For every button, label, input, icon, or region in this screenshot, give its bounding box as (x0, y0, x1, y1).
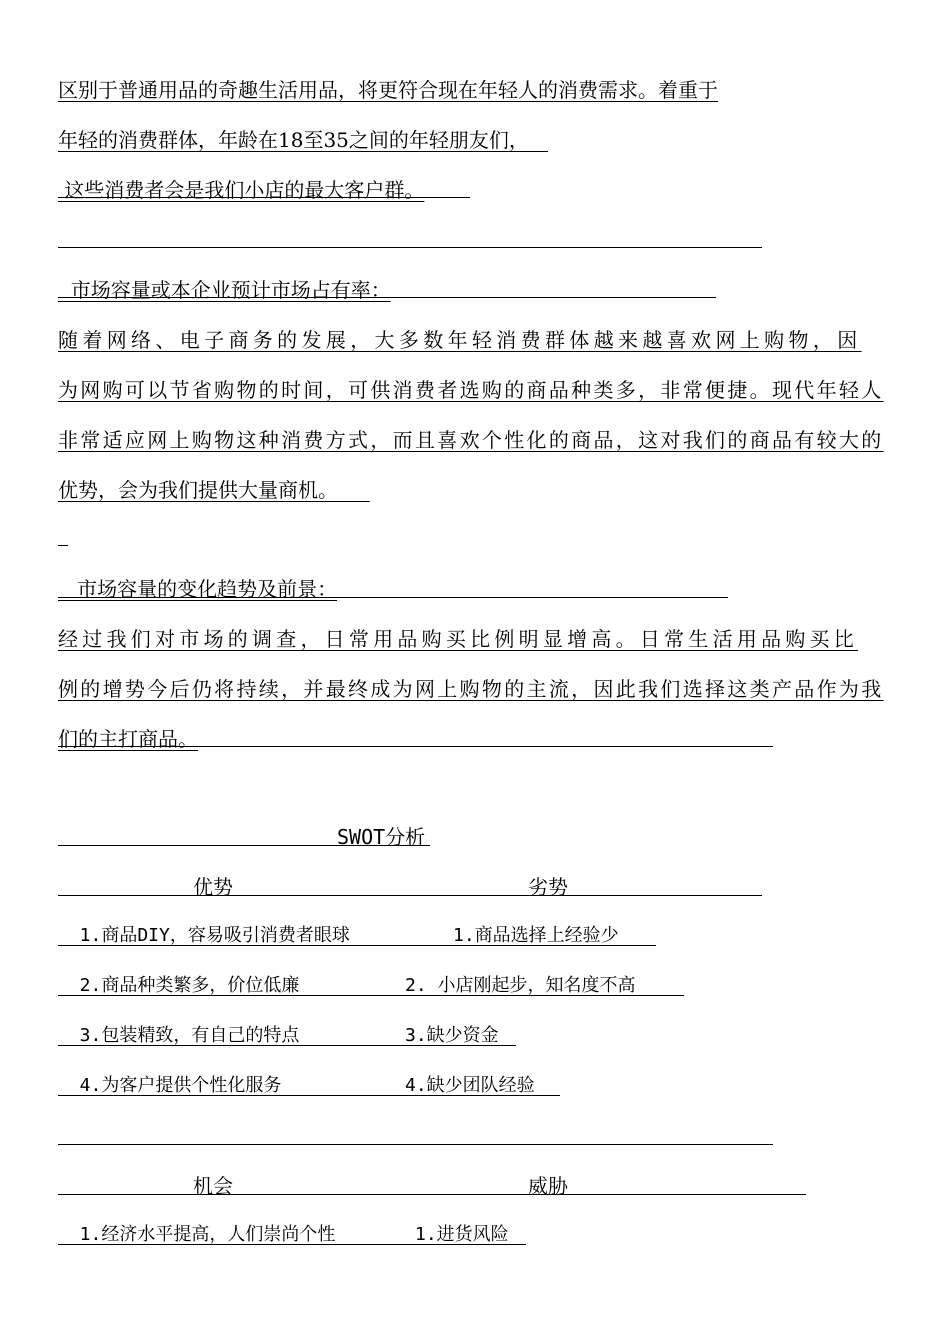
intro-line-1: 区别于普通用品的奇趣生活用品，将更符合现在年轻人的消费需求。着重于 (58, 78, 718, 102)
trend-line-2: 例的增势今后仍将持续，并最终成为网上购物的主流，因此我们选择这类产品作为我 (58, 677, 884, 701)
weakness-item-1: 1.商品选择上经验少 (453, 925, 619, 946)
row-rule (58, 1095, 560, 1096)
underline-rule (58, 746, 773, 747)
opportunity-item-1: 1.经济水平提高，人们崇尚个性 (58, 1224, 336, 1245)
blank-rule (58, 247, 762, 248)
trend-line-1: 经过我们对市场的调查，日常用品购买比例明显增高。日常生活用品购买比 (58, 627, 859, 651)
heading-rule (58, 597, 728, 598)
market-share-line-1: 随着网络、电子商务的发展，大多数年轻消费群体越来越喜欢网上购物，因 (58, 328, 862, 352)
threat-item-1: 1.进货风险 (415, 1224, 509, 1245)
intro-line-3: 这些消费者会是我们小店的最大客户群。 (58, 178, 425, 202)
strength-item-1: 1.商品DIY，容易吸引消费者眼球 (58, 925, 350, 946)
weakness-item-2: 2. 小店刚起步，知名度不高 (405, 975, 636, 996)
row-rule (58, 1045, 516, 1046)
market-share-line-2: 为网购可以节省购物的时间，可供消费者选购的商品种类多，非常便捷。现代年轻人 (58, 378, 884, 402)
strength-item-3: 3.包装精致，有自己的特点 (58, 1025, 300, 1046)
strength-item-4: 4.为客户提供个性化服务 (58, 1075, 282, 1096)
swot-header-rule (58, 1194, 806, 1195)
intro-line-2: 年轻的消费群体，年龄在18至35之间的年轻朋友们， (58, 128, 548, 152)
market-share-heading: 市场容量或本企业预计市场占有率： (58, 278, 391, 302)
strengths-label: 优势 (193, 875, 233, 899)
row-rule (58, 945, 656, 946)
swot-title: SWOT分析 (337, 825, 426, 849)
market-share-line-4: 优势，会为我们提供大量商机。 (58, 478, 370, 502)
threats-label: 威胁 (528, 1174, 568, 1198)
swot-header-rule (58, 895, 762, 896)
short-rule (58, 545, 68, 546)
strength-item-2: 2.商品种类繁多，价位低廉 (58, 975, 300, 996)
trend-line-3: 们的主打商品。 (58, 727, 198, 751)
row-rule (58, 1244, 526, 1245)
weakness-item-4: 4.缺少团队经验 (405, 1075, 535, 1096)
market-share-line-3: 非常适应网上购物这种消费方式，而且喜欢个性化的商品，这对我们的商品有较大的 (58, 428, 884, 452)
blank-rule (58, 1144, 773, 1145)
underline-rule (58, 197, 470, 198)
opportunities-label: 机会 (193, 1174, 233, 1198)
heading-rule (58, 297, 716, 298)
weaknesses-label: 劣势 (528, 875, 568, 899)
trend-heading: 市场容量的变化趋势及前景： (58, 577, 338, 601)
row-rule (58, 995, 684, 996)
weakness-item-3: 3.缺少资金 (405, 1025, 499, 1046)
